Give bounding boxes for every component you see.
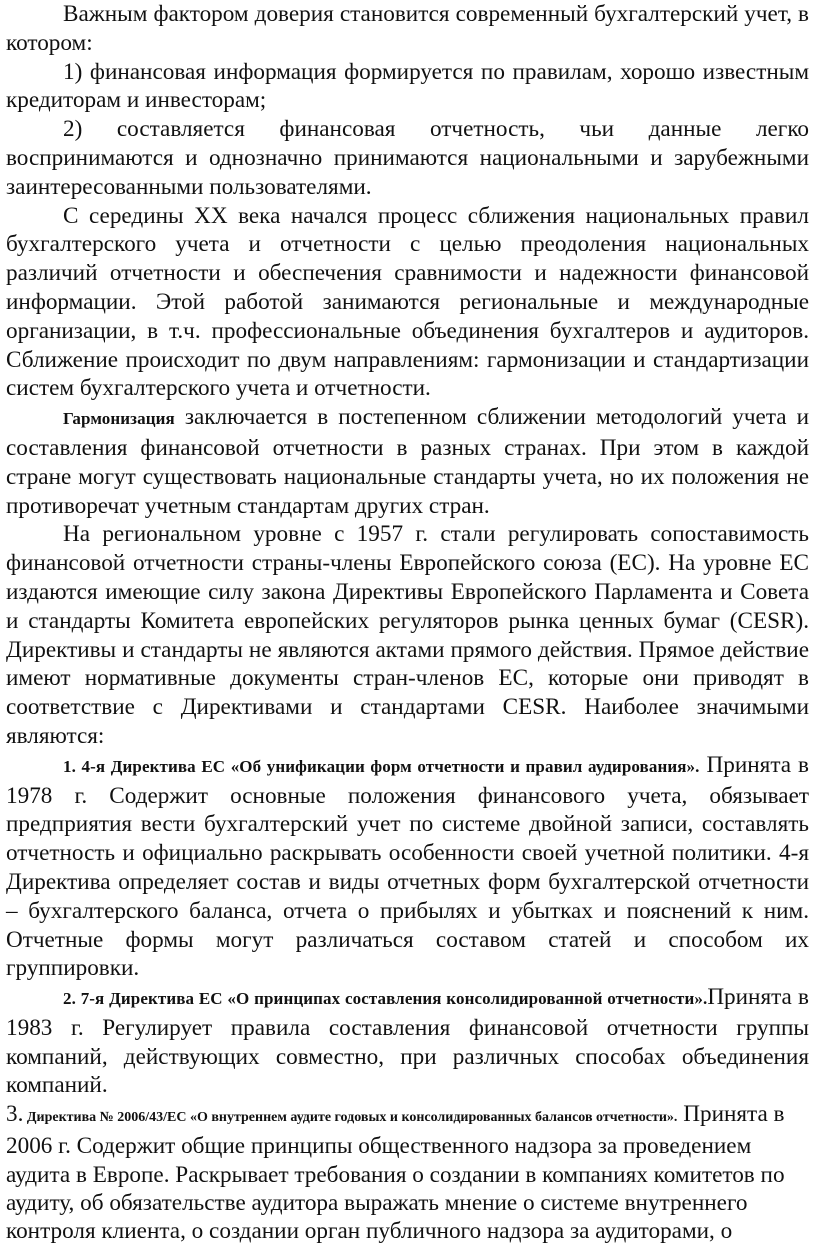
directive-3-title: Директива № 2006/43/ЕС «О внутреннем аудите годовых и консолидированных балансов отчетности». xyxy=(23,1110,678,1126)
directive-item-2 xyxy=(6,983,809,1100)
directive-2-title: 2. 7-я Директива ЕС «О принципах составления консолидированной отчетности». xyxy=(63,989,708,1009)
directive-1-title: 1. 4-я Директива ЕС «Об унификации форм отчетности и правил аудирования». xyxy=(63,756,700,776)
directive-item-3 xyxy=(6,1100,809,1245)
term-harmonization: Гармонизация xyxy=(63,409,175,429)
paragraph-history: С середины XX века начался процесс сближения национальных правил бухгалтерского учета и отчетности с целью преодоления национальных различий отчетности и обеспечения сравнимости и надежности финансовой информации. Этой работой занимаются региональные и международные организации, в т.ч. профессиональные объединения бухгалтеров и аудиторов. Сближение происходит по двум направлениям: гармонизации и стандартизации систем бухгалтерского учета и отчетности. xyxy=(6,202,809,402)
directive-1-text: Принята в 1978 г. Содержит основные положения финансового учета, обязывает предприятия вести бухгалтерский учет по системе двойной записи, составлять отчетность и официально раскрывать особенности своей учетной политики. 4-я Директива определяет состав и виды отчетных форм бухгалтерской отчетности – бухгалтерского баланса, отчета о прибылях и убытках и пояснений к ним. Отчетные формы могут различаться составом статей и способом их группировки. xyxy=(6,751,809,982)
directive-3-text: Принята в 2006 г. Содержит общие принципы общественного надзора за проведением аудита в Европе. Раскрывает требования о создании в компаниях комитетов по аудиту, об обязательстве аудитора выражать мнение о системе внутреннего контроля клиента, о создании орган публичного надзора за аудиторами, о xyxy=(6,1101,785,1245)
directive-2-text: Принята в 1983 г. Регулирует правила составления финансовой отчетности группы компаний, действующих совместно, при различных способах объединения компаний. xyxy=(6,984,809,1099)
paragraph-intro: Важным фактором доверия становится современный бухгалтерский учет, в котором: xyxy=(6,1,809,56)
list-item-2: 2) составляется финансовая отчетность, чьи данные легко воспринимаются и однозначно принимаются национальными и зарубежными заинтересованными пользователями. xyxy=(6,116,809,200)
list-item-1: 1) финансовая информация формируется по правилам, хорошо известным кредиторам и инвесторам; xyxy=(6,58,809,114)
paragraph-harmonization xyxy=(6,403,809,520)
harmonization-text: заключается в постепенном сближении методологий учета и составления финансовой отчетности в разных странах. При этом в каждой стране могут существовать национальные стандарты учета, но их положения не противоречат учетным стандартам других стран. xyxy=(6,404,809,519)
directive-item-1 xyxy=(6,751,809,983)
directive-3-number: 3. xyxy=(6,1101,24,1128)
paragraph-regional: На региональном уровне с 1957 г. стали регулировать сопоставимость финансовой отчетности страны-члены Европейского союза (ЕС). На уровне ЕС издаются имеющие силу закона Директивы Европейского Парламента и Совета и стандарты Комитета европейских регуляторов рынка ценных бумаг (CESR). Директивы и стандарты не являются актами прямого действия. Прямое действие имеют нормативные документы стран-членов ЕС, которые они приводят в соответствие с Директивами и стандартами CESR. Наиболее значимыми являются: xyxy=(6,521,809,749)
